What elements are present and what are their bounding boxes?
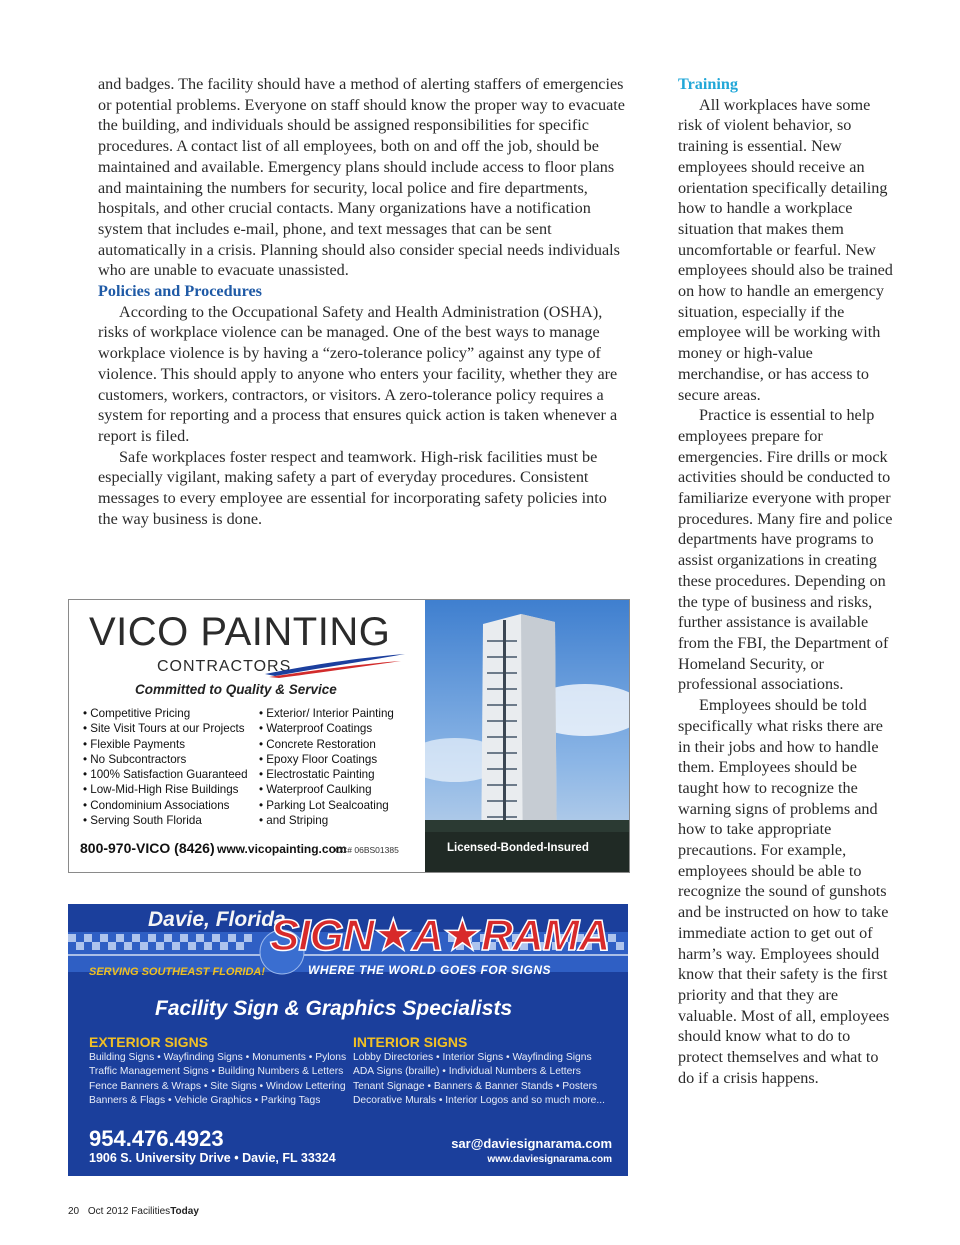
list-item: Decorative Murals • Interior Logos and so much more... — [353, 1095, 605, 1107]
signarama-website-link[interactable]: www.daviesignarama.com — [487, 1154, 612, 1165]
list-item: • No Subcontractors — [83, 752, 248, 767]
list-item: Fence Banners & Wraps • Site Signs • Window Lettering — [89, 1080, 346, 1092]
list-item: Tenant Signage • Banners & Banner Stands • Posters — [353, 1080, 598, 1092]
vico-services-right — [259, 706, 394, 828]
left-column — [98, 74, 628, 529]
list-item: Traffic Management Signs • Building Numbers & Letters — [89, 1066, 344, 1078]
building-photo — [425, 600, 629, 872]
page-footer — [68, 1206, 199, 1217]
list-item: • Site Visit Tours at our Projects — [83, 721, 248, 736]
list-item: • Waterproof Caulking — [259, 782, 394, 797]
list-item: Lobby Directories • Interior Signs • Wayfinding Signs — [353, 1052, 592, 1063]
list-item: ADA Signs (braille) • Individual Numbers & Letters — [353, 1066, 581, 1078]
vico-contractors-label: CONTRACTORS — [157, 658, 292, 675]
publication-name — [131, 1206, 199, 1217]
signarama-city: Davie, Florida — [148, 908, 286, 931]
section-heading-policies: Policies and Procedures — [98, 282, 262, 301]
swoosh-icon — [265, 652, 405, 678]
right-column — [678, 74, 893, 1088]
signarama-phone[interactable]: 954.476.4923 — [89, 1126, 224, 1151]
list-item: • Flexible Payments — [83, 737, 248, 752]
list-item: • Competitive Pricing — [83, 706, 248, 721]
signarama-address: 1906 S. University Drive • Davie, FL 33324 — [89, 1151, 336, 1165]
signarama-serving: SERVING SOUTHEAST FLORIDA! — [89, 966, 266, 978]
list-item: Building Signs • Wayfinding Signs • Monuments • Pylons — [89, 1052, 347, 1063]
signarama-email-link[interactable]: sar@daviesignarama.com — [451, 1136, 612, 1151]
interior-signs-heading: INTERIOR SIGNS — [353, 1034, 468, 1050]
exterior-signs-heading: EXTERIOR SIGNS — [89, 1034, 209, 1050]
list-item: • 100% Satisfaction Guaranteed — [83, 767, 248, 782]
body-paragraph: Safe workplaces foster respect and teamwork. High-risk facilities must be especially vigilant, making safety a part of everyday procedures. Consistent messages to every employee are essential for incorporating safety policies into the way business is done. — [98, 447, 607, 528]
vico-painting-ad[interactable] — [68, 599, 630, 873]
list-item: • Low-Mid-High Rise Buildings — [83, 782, 248, 797]
vico-licensed-badge: Licensed-Bonded-Insured — [447, 842, 589, 854]
publication-name-part: Facilities — [131, 1206, 171, 1217]
body-paragraph: According to the Occupational Safety and Health Administration (OSHA), risks of workplace violence can be managed. One of the best ways to manage workplace violence is by having a “zero-tolerance policy” against any type of violence. This should apply to anyone who enters your facility, whether they are customers, workers, contractors, or visitors. A zero-tolerance policy requires a system for reporting and a process that ensures quick action is taken whenever a report is filed. — [98, 302, 618, 445]
body-paragraph: and badges. The facility should have a method of alerting staffers of emergencies or potential problems. Everyone on staff should know the proper way to evacuate the building, and individuals should be assigned responsibilities for specific procedures. A contact list of all employees, both on and off the job, should be maintained and available. Emergency plans should include access to floor plans and maintaining the numbers for security, local police and fire departments, hospitals, and other crucial contacts. Many organizations have a notification system that includes e-mail, phone, and text messages that can be sent automatically in a crisis. Planning should also consider special needs individuals who are unable to evacuate unassisted. — [98, 75, 625, 280]
body-paragraph: All workplaces have some risk of violent behavior, so training is essential. New employees should receive an orientation specifically detailing how to handle a workplace situation that makes them uncomfortable or fearful. New employees should also be trained on how to handle an emergency situation, especially if the employee will be working with money or high-value merchandise, or has access to secure areas. — [678, 95, 893, 404]
body-paragraph: Employees should be told specifically what risks there are in their jobs and how to handle them. Employees should be taught how to recognize the warning signs of problems and how to take appropriate precautions. For example, employees should be able to recognize the sound of gunshots and be instructed on how to take immediate action to get out of harm’s way. Employees should know that their safety is the first priority and that they are valuable. Most of all, employees should know what to do to protect themselves and what to do if a crisis happens. — [678, 696, 890, 1087]
signarama-headline: Facility Sign & Graphics Specialists — [155, 997, 513, 1020]
list-item: • Concrete Restoration — [259, 737, 394, 752]
signarama-logo: SIGN★A★RAMA — [270, 911, 610, 960]
signarama-ad[interactable] — [68, 904, 628, 1176]
vico-tagline: Committed to Quality & Service — [135, 682, 337, 697]
publication-name-part: Today — [170, 1206, 199, 1217]
list-item: • Condominium Associations — [83, 798, 248, 813]
vico-logo-text: VICO PAINTING — [89, 610, 391, 654]
list-item: • Waterproof Coatings — [259, 721, 394, 736]
vico-services-left — [83, 706, 248, 828]
signarama-slogan: WHERE THE WORLD GOES FOR SIGNS — [308, 963, 552, 977]
list-item: • Electrostatic Painting — [259, 767, 394, 782]
issue-date: Oct 2012 — [87, 1206, 129, 1217]
list-item: Banners & Flags • Vehicle Graphics • Parking Tags — [89, 1095, 321, 1107]
page-number: 20 — [68, 1206, 80, 1217]
vico-website-link[interactable]: www.vicopainting.com — [217, 842, 347, 856]
list-item: • Epoxy Floor Coatings — [259, 752, 394, 767]
interior-signs-list — [353, 1051, 605, 1109]
vico-license: CC# 06BS01385 — [335, 845, 399, 855]
body-paragraph: Practice is essential to help employees prepare for emergencies. Fire drills or mock activities should be conducted to familiarize everyone with proper procedures. Many fire and police departments have programs to assist organizations in creating these procedures. Depending on the type of business and risks, further assistance is available from the FBI, the Department of Homeland Security, or professional associations. — [678, 406, 893, 694]
section-heading-training: Training — [678, 75, 738, 93]
exterior-signs-list — [89, 1051, 346, 1109]
list-item: • Parking Lot Sealcoating — [259, 798, 394, 813]
list-item: • Exterior/ Interior Painting — [259, 706, 394, 721]
list-item: • Serving South Florida — [83, 813, 248, 828]
list-item: • and Striping — [259, 813, 394, 828]
vico-phone[interactable]: 800-970-VICO (8426) — [80, 840, 215, 856]
